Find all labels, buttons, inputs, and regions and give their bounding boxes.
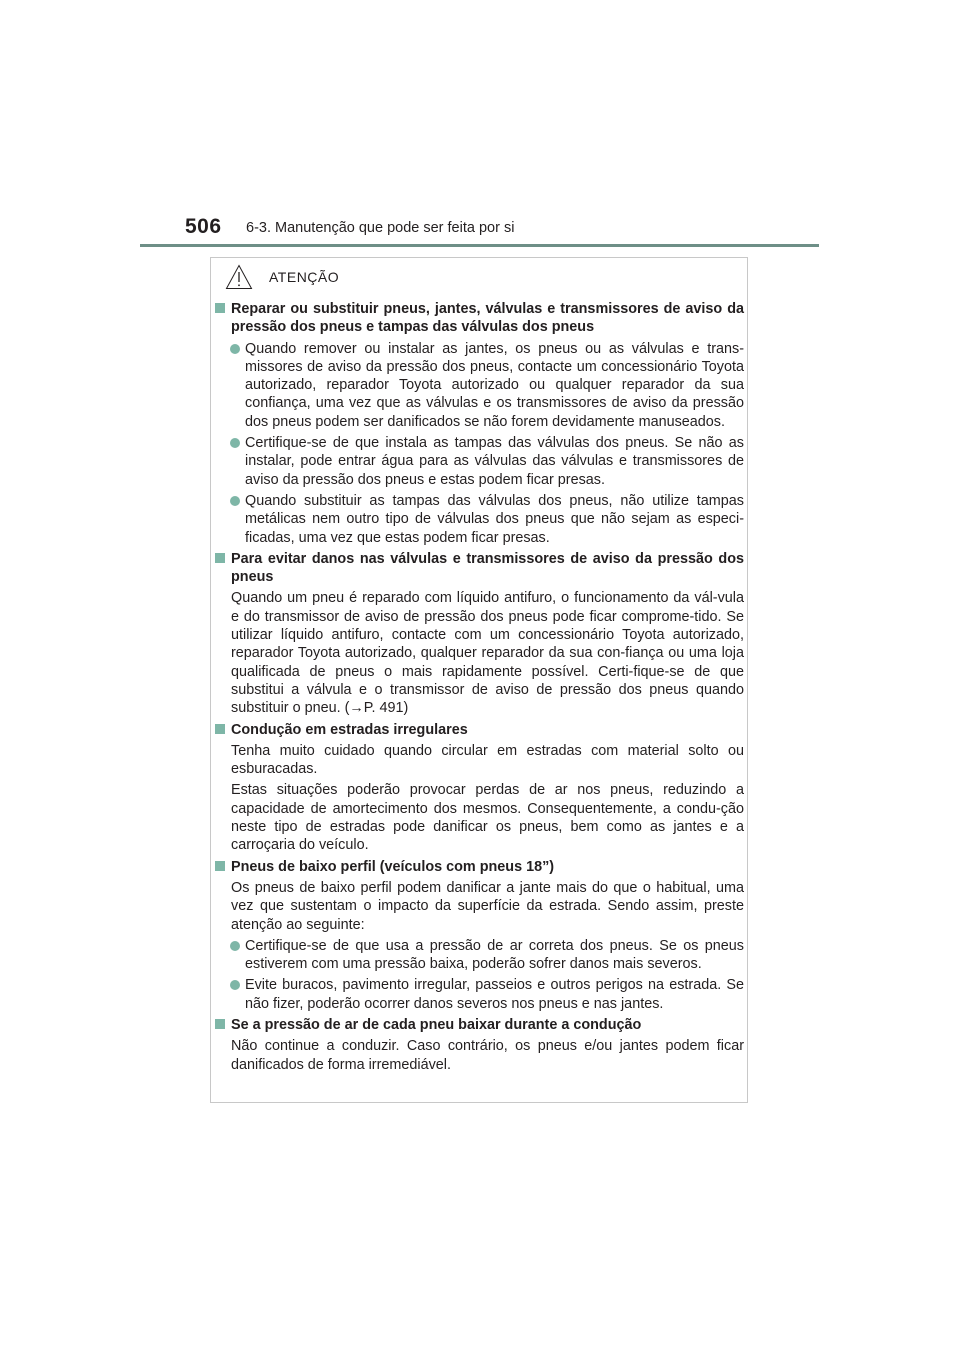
paragraph: Não continue a conduzir. Caso contrário, os pneus e/ou jantes podem ficar danificados de forma irremediável. xyxy=(231,1038,744,1073)
page-number: 506 xyxy=(185,215,222,238)
square-bullet-icon xyxy=(215,861,225,871)
square-bullet-icon xyxy=(215,303,225,313)
item-text: Quando substituir as tampas das válvulas dos pneus, não utilize tampas metálicas nem outro tipo de válvulas dos pneus que não sejam as especi-ficadas, uma vez que estas podem ficar presas. xyxy=(245,492,744,546)
section-heading xyxy=(214,721,744,739)
item-text: Certifique-se de que instala as tampas das válvulas dos pneus. Se não as instalar, pode entrar água para as válvulas das válvulas e transmissores de aviso da pressão dos pneus e estas podem ficar presas. xyxy=(245,435,744,488)
heading-text: Se a pressão de ar de cada pneu baixar durante a condução xyxy=(231,1016,642,1033)
circle-bullet-icon xyxy=(230,438,240,448)
circle-bullet-icon xyxy=(230,344,240,354)
circle-bullet-icon xyxy=(230,941,240,951)
warning-box xyxy=(210,257,748,1103)
list-item xyxy=(214,976,744,1013)
paragraph: Os pneus de baixo perfil podem danificar a jante mais do que o habitual, uma vez que sustentam o impacto da superfície da estrada. Sendo assim, preste atenção ao seguinte: xyxy=(231,879,744,933)
heading-text: Condução em estradas irregulares xyxy=(231,721,468,738)
paragraph: Estas situações poderão provocar perdas de ar nos pneus, reduzindo a capacidade de amortecimento dos mesmos. Consequentemente, a condu-ção neste tipo de estradas pode danificar os pneus, bem como as jantes e a carroçaria do veículo. xyxy=(231,782,744,854)
list-item xyxy=(214,937,744,974)
heading-text: Reparar ou substituir pneus, jantes, válvulas e transmissores de aviso da pressão dos pneus e tampas das válvulas dos pneus xyxy=(231,301,744,336)
header-divider xyxy=(140,244,819,247)
warning-label: ATENÇÃO xyxy=(269,269,340,285)
paragraph: Tenha muito cuidado quando circular em estradas com material solto ou esburacadas. xyxy=(231,742,744,778)
page-header xyxy=(0,0,960,250)
heading-text: Pneus de baixo perfil (veículos com pneus 18”) xyxy=(231,858,555,875)
section-title: 6-3. Manutenção que pode ser feita por si xyxy=(246,220,515,236)
warning-triangle-icon xyxy=(225,264,253,290)
square-bullet-icon xyxy=(215,1019,225,1029)
list-item xyxy=(214,340,744,431)
square-bullet-icon xyxy=(215,724,225,734)
section-heading xyxy=(214,858,744,876)
section-heading xyxy=(214,550,744,587)
item-text: Certifique-se de que usa a pressão de ar correta dos pneus. Se os pneus estiverem com uma pressão baixa, poderão sofrer danos mais severos. xyxy=(245,937,744,973)
list-item xyxy=(214,492,744,547)
item-text: Evite buracos, pavimento irregular, passeios e outros perigos na estrada. Se não fizer, poderão ocorrer danos severos nos pneus e nas jantes. xyxy=(245,977,744,1012)
item-text: Quando remover ou instalar as jantes, os pneus ou as válvulas e trans-missores de aviso da pressão dos pneus, contacte um concessionário Toyota autorizado, reparador Toyota autorizado ou qualquer reparador da sua confiança, uma vez que as válvulas e os transmissores de aviso da pressão dos pneus podem ser danificados se não forem devidamente manuseados. xyxy=(245,340,744,430)
heading-text: Para evitar danos nas válvulas e transmissores de aviso da pressão dos pneus xyxy=(231,550,744,586)
section-heading xyxy=(214,300,744,337)
square-bullet-icon xyxy=(215,553,225,563)
section-heading xyxy=(214,1016,744,1034)
paragraph: Quando um pneu é reparado com líquido antifuro, o funcionamento da vál-vula e do transmissor de aviso de pressão dos pneus pode ficar comprome-tido. Se utilizar líquido antifuro, contacte com um concessionário Toyota autorizado, reparador Toyota autorizado, qualquer reparador da sua con-fiança ou uma loja qualificada de pneus o mais rapidamente possível. Certi-fique-se de que substitui a válvula e o transmissor de aviso de pressão dos pneus quando substituir o pneu. (→P. 491) xyxy=(231,590,744,717)
list-item xyxy=(214,434,744,489)
circle-bullet-icon xyxy=(230,980,240,990)
circle-bullet-icon xyxy=(230,496,240,506)
warning-content xyxy=(214,300,744,1077)
